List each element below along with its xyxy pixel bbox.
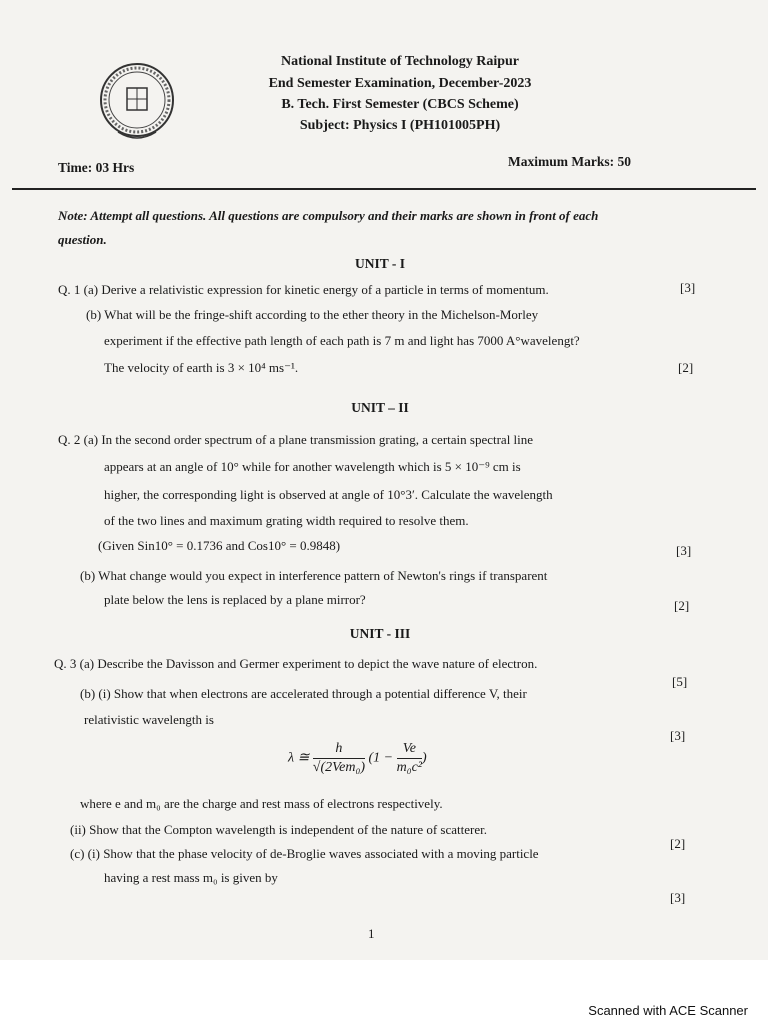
- unit-3-heading: UNIT - III: [349, 626, 411, 641]
- q2b-marks: [2]: [674, 598, 690, 613]
- q3a-marks: [5]: [672, 674, 688, 689]
- equation-fraction-2: [397, 740, 422, 777]
- q3c-marks: [3]: [670, 890, 686, 905]
- institute-name: National Institute of Technology Raipur: [280, 54, 520, 69]
- equation-fraction-1: [313, 740, 365, 777]
- q1b-text-line1: (b) What will be the fringe-shift according to the ether theory in the Michelson-Morley: [86, 307, 539, 322]
- q1a-text: Q. 1 (a) Derive a relativistic expression for kinetic energy of a particle in terms of momentum.: [58, 282, 549, 297]
- equation-denominator-1: √(2Vem₀): [312, 760, 365, 775]
- q3a-text: Q. 3 (a) Describe the Davisson and Germer experiment to depict the wave nature of electron.: [54, 656, 538, 671]
- q3b-where-text: where e and m₀ are the charge and rest mass of electrons respectively.: [80, 796, 443, 811]
- q2a-given: (Given Sin10° = 0.1736 and Cos10° = 0.9848): [98, 538, 341, 553]
- q2a-marks: [3]: [676, 543, 692, 558]
- scanner-watermark: Scanned with ACE Scanner: [588, 1003, 748, 1018]
- q2b-text-line2: plate below the lens is replaced by a plane mirror?: [104, 592, 366, 607]
- equation-numerator-1: h: [313, 740, 365, 759]
- q1b-text-line3: The velocity of earth is 3 × 10⁴ ms⁻¹.: [104, 360, 299, 375]
- program-name: B. Tech. First Semester (CBCS Scheme): [281, 97, 519, 112]
- q1b-marks: [2]: [678, 360, 694, 375]
- unit-1-heading: UNIT - I: [354, 256, 405, 271]
- q3b-ii-marks: [2]: [670, 836, 686, 851]
- page-number: 1: [368, 926, 375, 941]
- q1a-marks: [3]: [680, 280, 696, 295]
- q3c-text-line1: (c) (i) Show that the phase velocity of de-Broglie waves associated with a moving particle: [70, 846, 539, 861]
- q2a-text-line2: appears at an angle of 10° while for another wavelength which is 5 × 10⁻⁹ cm is: [104, 459, 521, 474]
- q2a-text-line3: higher, the corresponding light is observed at angle of 10°3′. Calculate the wavelength: [104, 487, 553, 502]
- equation-bracket-open: (1 −: [368, 750, 394, 766]
- q1b-text-line2: experiment if the effective path length of each path is 7 m and light has 7000 A°wavelengt?: [104, 333, 580, 348]
- equation-denominator-2: m₀c²: [396, 760, 422, 775]
- q3b-marks: [3]: [670, 728, 686, 743]
- subject-name: Subject: Physics I (PH101005PH): [299, 118, 501, 133]
- equation-numerator-2: Ve: [397, 740, 422, 759]
- unit-2-heading: UNIT – II: [351, 400, 409, 415]
- q3b-text-line2: relativistic wavelength is: [84, 712, 214, 727]
- maximum-marks: Maximum Marks: 50: [508, 154, 631, 169]
- wavelength-equation: [288, 740, 427, 777]
- q3b-ii-text: (ii) Show that the Compton wavelength is independent of the nature of scatterer.: [70, 822, 487, 837]
- nit-raipur-seal-logo: [98, 60, 176, 144]
- exam-title: End Semester Examination, December-2023: [268, 76, 532, 91]
- instruction-note-line1: Note: Attempt all questions. All questions are compulsory and their marks are shown in front of each: [58, 208, 599, 223]
- equation-bracket-close: ): [422, 750, 427, 766]
- q2a-text-line4: of the two lines and maximum grating width required to resolve them.: [104, 513, 469, 528]
- header-divider: [12, 188, 756, 190]
- equation-lhs: λ ≅: [288, 750, 310, 766]
- q3b-text-line1: (b) (i) Show that when electrons are accelerated through a potential difference V, their: [80, 686, 527, 701]
- q3c-text-line2: having a rest mass m₀ is given by: [104, 870, 278, 885]
- q2b-text-line1: (b) What change would you expect in interference pattern of Newton's rings if transparent: [80, 568, 548, 583]
- q2a-text-line1: Q. 2 (a) In the second order spectrum of a plane transmission grating, a certain spectral line: [58, 432, 534, 447]
- instruction-note-line2: question.: [58, 232, 107, 247]
- time-allowed: Time: 03 Hrs: [58, 160, 135, 175]
